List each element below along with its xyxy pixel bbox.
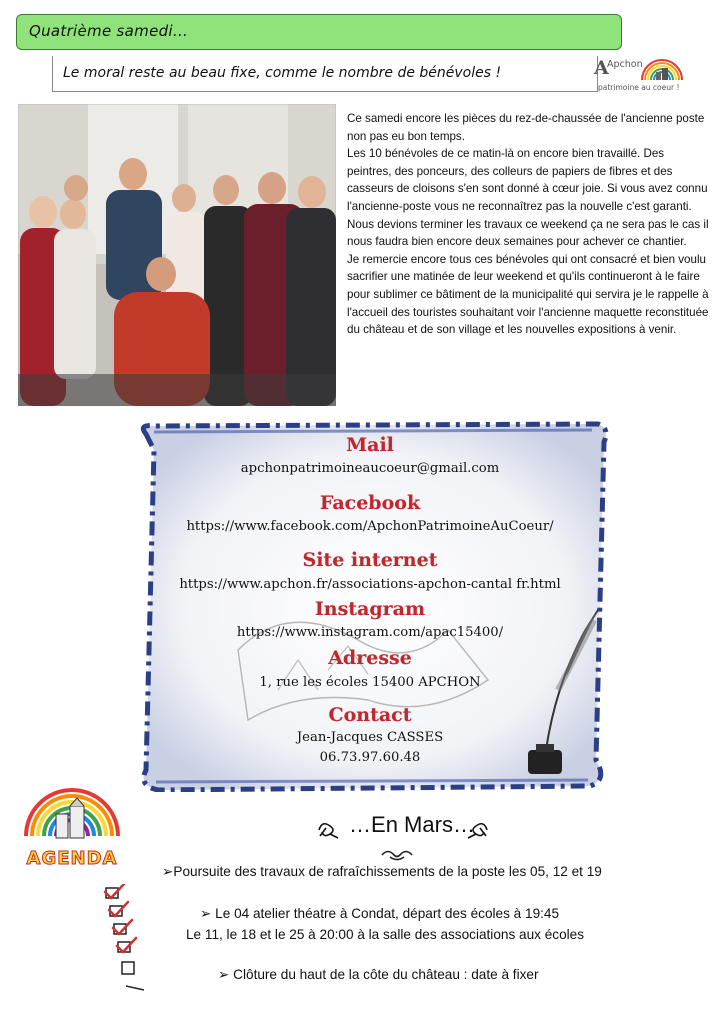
heading-ornament-right-icon <box>466 818 490 840</box>
agenda-logo <box>16 784 128 876</box>
checklist-icon <box>100 884 180 1004</box>
page-subtitle: Le moral reste au beau fixe, comme le nombre de bénévoles ! <box>63 65 502 81</box>
svg-text:A: A <box>594 57 609 79</box>
agenda-item: ➢Poursuite des travaux de rafraîchissements de la poste les 05, 12 et 19 <box>162 864 602 879</box>
heading-ornament-left-icon <box>316 818 340 840</box>
agenda-item: ➢ Clôture du haut de la côte du château : date à fixer <box>218 967 539 982</box>
mail-value[interactable]: apchonpatrimoineaucoeur@gmail.com <box>240 461 500 476</box>
logo-text-top: Apchon <box>607 59 643 70</box>
site-label: Site internet <box>302 549 438 571</box>
contact-phone: 06.73.97.60.48 <box>319 750 421 765</box>
address-label: Adresse <box>328 647 412 669</box>
subtitle-banner <box>52 56 598 92</box>
article-paragraph: Les 10 bénévoles de ce matin-là on encore bien travaillé. Des peintres, des ponceurs, des colleurs de papiers de fibres et des casseurs de cloisons s'en sont donné à cœur joie. Si vous avez connu l'ancienne-poste vous ne reconnaîtrez pas la nouvelle c'est garanti. <box>347 147 708 213</box>
site-value[interactable]: https://www.apchon.fr/associations-apchon-cantal fr.html <box>179 577 561 592</box>
contact-label: Contact <box>328 704 412 726</box>
article-paragraph: Je remercie encore tous ces bénévoles qui ont consacré et bien voulu sacrifier une matinée de leur weekend et qu'ils continueront à le faire pour sublimer ce bâtiment de la municipalité qui servira je le rappelle à l'accueil des touristes souhaitant voir l'ancienne maquette reconstituée du château et de son village et les nouvelles expositions à venir. <box>347 252 709 337</box>
contact-name: Jean-Jacques CASSES <box>296 730 444 745</box>
logo-text-bottom: patrimoine au coeur ! <box>598 83 680 92</box>
facebook-label: Facebook <box>319 492 421 514</box>
page-title: Quatrième samedi… <box>29 22 189 40</box>
mail-label: Mail <box>346 434 394 456</box>
agenda-item: ➢ Le 04 atelier théatre à Condat, départ des écoles à 19:45 <box>200 906 560 921</box>
title-banner <box>16 14 622 50</box>
address-value: 1, rue les écoles 15400 APCHON <box>259 675 481 690</box>
article-paragraph: Ce samedi encore les pièces du rez-de-chaussée de l'ancienne poste non pas eu bon temps. <box>347 112 705 143</box>
instagram-label: Instagram <box>314 598 426 620</box>
article-text <box>347 110 709 339</box>
volunteers-photo <box>18 104 336 406</box>
association-logo <box>592 54 688 94</box>
agenda-item: Le 11, le 18 et le 25 à 20:00 à la salle des associations aux écoles <box>186 927 585 942</box>
instagram-value[interactable]: https://www.instagram.com/apac15400/ <box>236 625 504 640</box>
agenda-heading: …En Mars… <box>349 812 475 837</box>
article-paragraph: Nous devions terminer les travaux ce weekend ça ne sera pas le cas il nous faudra bien encore deux semaines pour achever ce chantier. <box>347 217 709 249</box>
facebook-value[interactable]: https://www.facebook.com/ApchonPatrimoineAuCoeur/ <box>186 519 554 534</box>
agenda-logo-text: AGENDA <box>26 848 118 869</box>
divider-ornament-icon <box>380 848 414 862</box>
